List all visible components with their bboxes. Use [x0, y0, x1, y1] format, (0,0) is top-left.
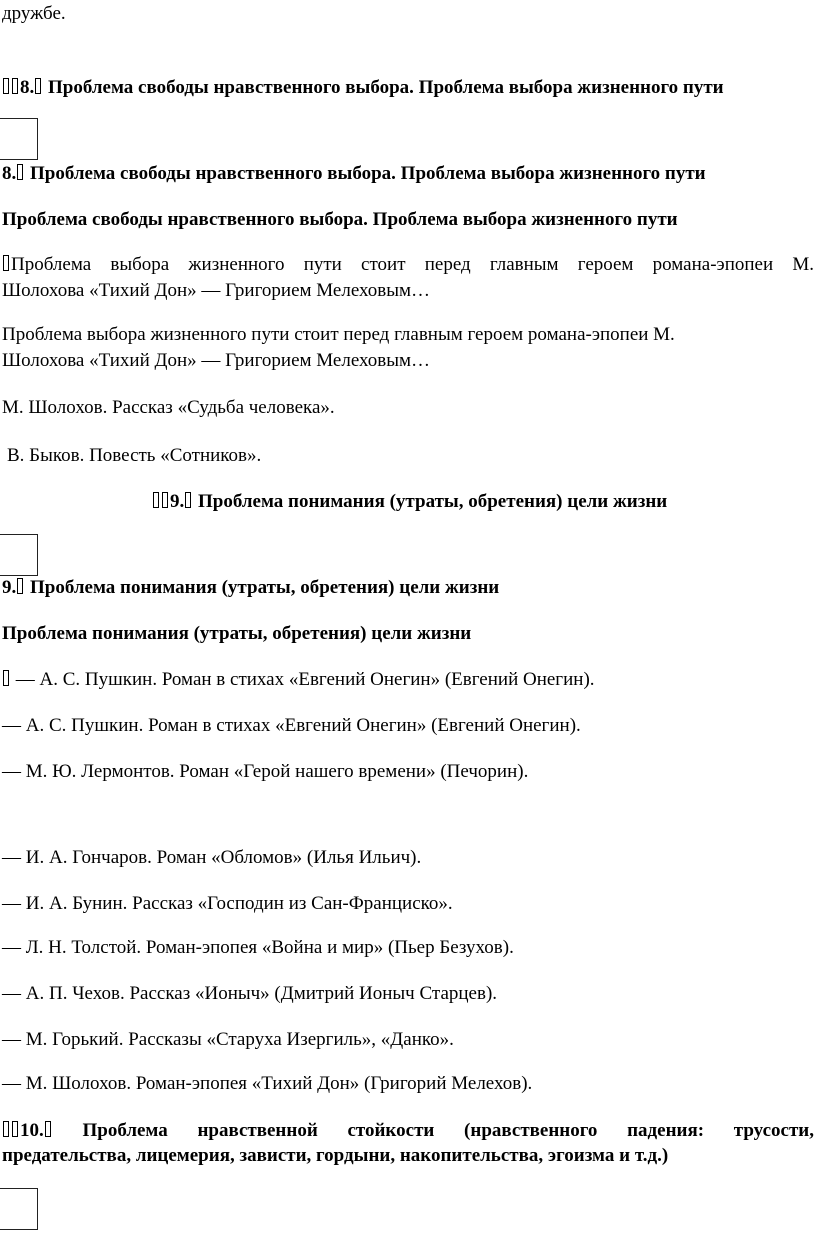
- list-item: [2, 1072, 532, 1096]
- list-item-text: — А. С. Пушкин. Роман в стихах «Евгений Онегин» (Евгений Онегин).: [2, 715, 581, 736]
- section-8-paragraph-1-line-1: [2, 252, 814, 278]
- list-item-text: — М. Горький. Рассказы «Старуха Изергиль», «Данко».: [2, 1029, 454, 1050]
- section-10-title-line-1: [2, 1118, 814, 1144]
- fragment-text: дружбе.: [2, 3, 66, 24]
- section-8-title: [2, 76, 724, 100]
- list-item-text: — И. А. Бунин. Рассказ «Господин из Сан-Франциско».: [2, 893, 453, 914]
- list-item-text: — А. П. Чехов. Рассказ «Ионыч» (Дмитрий Ионыч Старцев).: [2, 983, 498, 1004]
- list-item: [2, 982, 497, 1006]
- list-item: [2, 1028, 454, 1052]
- list-item-text: — И. А. Гончаров. Роман «Обломов» (Илья Ильич).: [2, 847, 422, 868]
- section-title-text: Проблема свободы нравственного выбора. Проблема выбора жизненного пути: [48, 77, 724, 98]
- list-item-text: — М. Шолохов. Роман-эпопея «Тихий Дон» (Григорий Мелехов).: [2, 1073, 533, 1094]
- list-item: [2, 892, 453, 916]
- list-item-text: — Л. Н. Толстой. Роман-эпопея «Война и мир» (Пьер Безухов).: [2, 937, 514, 958]
- missing-glyph-icon: [153, 492, 159, 508]
- section-subheading-text: Проблема свободы нравственного выбора. Проблема выбора жизненного пути: [2, 209, 678, 230]
- paragraph-text: Шолохова «Тихий Дон» — Григорием Мелеховым…: [2, 280, 431, 301]
- image-placeholder: [0, 534, 38, 576]
- section-8-heading: [2, 162, 706, 186]
- section-heading-text: Проблема понимания (утраты, обретения) цели жизни: [30, 577, 500, 598]
- missing-glyph-icon: [185, 492, 191, 508]
- list-item-text: В. Быков. Повесть «Сотников».: [7, 445, 262, 466]
- section-title-text: Проблема понимания (утраты, обретения) цели жизни: [198, 491, 668, 512]
- section-number: 8.: [20, 77, 35, 98]
- missing-glyph-icon: [3, 78, 9, 94]
- missing-glyph-icon: [162, 492, 168, 508]
- list-item: [2, 668, 595, 692]
- missing-glyph-icon: [3, 1121, 9, 1137]
- section-number: 10.: [20, 1120, 44, 1141]
- missing-glyph-icon: [17, 164, 23, 180]
- missing-glyph-icon: [12, 78, 18, 94]
- missing-glyph-icon: [45, 1121, 51, 1137]
- section-8-item-1: [2, 396, 335, 420]
- section-9-heading: [2, 576, 499, 600]
- missing-glyph-icon: [3, 255, 9, 271]
- section-8-paragraph-2-line-1: [2, 322, 814, 348]
- list-item-text: — А. С. Пушкин. Роман в стихах «Евгений Онегин» (Евгений Онегин).: [15, 669, 595, 690]
- section-10-title-line-2: [2, 1144, 668, 1168]
- list-item-text: — М. Ю. Лермонтов. Роман «Герой нашего времени» (Печорин).: [2, 761, 529, 782]
- missing-glyph-icon: [3, 670, 9, 686]
- section-8-paragraph-1-line-2: [2, 278, 814, 304]
- paragraph-text: Шолохова «Тихий Дон» — Григорием Мелеховым…: [2, 350, 431, 371]
- section-subheading-text: Проблема понимания (утраты, обретения) цели жизни: [2, 623, 472, 644]
- missing-glyph-icon: [12, 1121, 18, 1137]
- section-9-title: [152, 490, 667, 514]
- section-title-text: Проблема нравственной стойкости (нравственного падения: трусости,: [82, 1120, 814, 1141]
- section-8-paragraph-2-line-2: [2, 348, 814, 374]
- section-8-item-2: [7, 444, 261, 468]
- missing-glyph-icon: [17, 578, 23, 594]
- list-item-text: М. Шолохов. Рассказ «Судьба человека».: [2, 397, 335, 418]
- paragraph-text: Проблема выбора жизненного пути стоит перед главным героем романа-эпопеи М.: [11, 254, 814, 275]
- section-9-subheading: [2, 622, 471, 646]
- list-item: [2, 846, 421, 870]
- list-item: [2, 760, 528, 784]
- list-item: [2, 936, 514, 960]
- section-8-subheading: [2, 208, 678, 232]
- text-fragment: [2, 2, 66, 26]
- paragraph-text: Проблема выбора жизненного пути стоит перед главным героем романа-эпопеи М.: [2, 324, 675, 345]
- image-placeholder: [0, 1188, 38, 1230]
- list-item: [2, 714, 581, 738]
- image-placeholder: [0, 118, 38, 160]
- section-number: 9.: [2, 577, 17, 598]
- section-number: 8.: [2, 163, 17, 184]
- missing-glyph-icon: [35, 78, 41, 94]
- section-number: 9.: [170, 491, 185, 512]
- section-title-text: предательства, лицемерия, зависти, гордыни, накопительства, эгоизма и т.д.): [2, 1145, 669, 1166]
- section-heading-text: Проблема свободы нравственного выбора. Проблема выбора жизненного пути: [30, 163, 706, 184]
